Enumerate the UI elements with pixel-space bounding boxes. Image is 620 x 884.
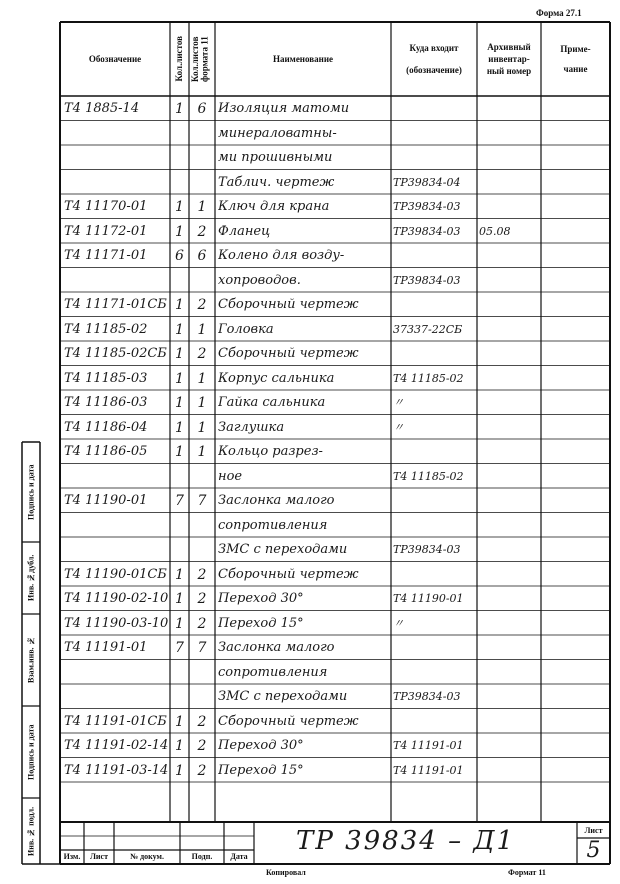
table-row — [0, 635, 620, 660]
cell-kol-listov: 1 — [175, 444, 184, 460]
cell-arhiv — [479, 589, 541, 611]
cell-arhiv — [479, 246, 541, 268]
cell-naimenovanie: Заглушка — [218, 419, 285, 435]
header-naimenovanie: Наименование — [273, 53, 333, 64]
cell-kol-listov: 1 — [175, 738, 184, 754]
table-row — [0, 439, 620, 464]
cell-oboznachenie: Т4 11185-02СБ — [64, 346, 167, 361]
cell-kol-listov-f11: 2 — [197, 566, 207, 583]
cell-naimenovanie: ЗМС с переходами — [218, 542, 348, 557]
cell-oboznachenie — [64, 663, 170, 685]
cell-oboznachenie — [64, 124, 170, 146]
cell-naimenovanie: ЗМС с переходами — [218, 689, 348, 704]
cell-kuda-vhodit: Т4 11191-01 — [393, 739, 464, 752]
cell-arhiv — [479, 614, 541, 636]
cell-naimenovanie: Заслонка малого — [218, 493, 335, 508]
cell-arhiv — [479, 99, 541, 121]
cell-kol-listov-f11 — [189, 148, 215, 170]
cell-kol-listov-f11: 1 — [197, 444, 207, 460]
cell-arhiv: 05.08 — [479, 224, 511, 238]
cell-kol-listov: 7 — [175, 640, 184, 656]
cell-oboznachenie: Т4 11186-04 — [64, 419, 148, 435]
cell-kol-listov — [170, 663, 189, 685]
cell-naimenovanie: Сборочный чертеж — [218, 566, 359, 582]
footer-format: Формат 11 — [508, 868, 546, 877]
cell-oboznachenie — [64, 467, 170, 489]
cell-naimenovanie: Переход 30° — [218, 738, 304, 753]
cell-kuda-vhodit — [393, 99, 477, 121]
cell-arhiv — [479, 418, 541, 440]
table-row — [0, 194, 620, 219]
cell-oboznachenie — [64, 687, 170, 709]
table-row — [0, 537, 620, 562]
table-row — [0, 170, 620, 195]
cell-arhiv — [479, 442, 541, 464]
cell-kuda-vhodit: ТР39834-03 — [393, 690, 461, 703]
cell-kuda-vhodit: ТР39834-04 — [393, 175, 461, 189]
cell-arhiv — [479, 540, 541, 562]
cell-kuda-vhodit: Т4 11191-01 — [393, 763, 464, 777]
header-arhiv: Архивный инвентар- ный номер — [486, 41, 532, 77]
cell-kol-listov-f11 — [189, 663, 215, 685]
table-row — [0, 366, 620, 391]
cell-kol-listov-f11: 6 — [197, 248, 207, 264]
cell-kuda-vhodit — [393, 295, 477, 317]
cell-kol-listov-f11: 2 — [197, 223, 207, 240]
cell-kuda-vhodit: 37337-22СБ — [393, 322, 463, 336]
cell-oboznachenie: Т4 11186-03 — [64, 395, 148, 410]
cell-oboznachenie — [64, 540, 170, 562]
cell-arhiv — [479, 565, 541, 587]
cell-naimenovanie: Головка — [218, 321, 274, 337]
cell-naimenovanie: Корпус сальника — [218, 370, 335, 386]
cell-kol-listov-f11: 1 — [197, 370, 207, 387]
cell-arhiv — [479, 516, 541, 538]
cell-kol-listov — [170, 148, 189, 170]
side-label-vzam-inv: Взам.инв. № — [26, 636, 36, 684]
cell-oboznachenie — [64, 173, 170, 195]
cell-naimenovanie: Переход 30° — [218, 591, 304, 606]
cell-kol-listov-f11 — [189, 271, 215, 293]
cell-kol-listov — [170, 516, 189, 538]
cell-kol-listov: 1 — [175, 566, 184, 583]
table-row — [0, 268, 620, 293]
cell-kol-listov: 1 — [175, 199, 184, 215]
cell-arhiv — [479, 124, 541, 146]
cell-naimenovanie: Колено для возду- — [218, 248, 345, 263]
table-row — [0, 758, 620, 783]
cell-kol-listov: 1 — [175, 297, 184, 313]
cell-kol-listov-f11: 2 — [197, 297, 207, 313]
cell-naimenovanie: ное — [218, 468, 243, 484]
cell-kol-listov: 1 — [175, 395, 184, 411]
cell-kol-listov-f11: 6 — [197, 101, 207, 117]
cell-kol-listov-f11: 2 — [197, 591, 207, 607]
cell-arhiv — [479, 295, 541, 317]
cell-oboznachenie: Т4 11191-02-14 — [64, 738, 169, 753]
table-row — [0, 243, 620, 268]
cell-oboznachenie: Т4 11171-01СБ — [64, 297, 167, 312]
cell-kuda-vhodit: ТР39834-03 — [393, 543, 461, 556]
cell-kol-listov-f11 — [189, 687, 215, 709]
cell-kol-listov-f11: 2 — [197, 615, 207, 632]
form-label: Форма 27.1 — [536, 8, 582, 18]
cell-oboznachenie — [64, 516, 170, 538]
cell-kol-listov — [170, 173, 189, 195]
cell-kol-listov-f11 — [189, 516, 215, 538]
cell-arhiv — [479, 173, 541, 195]
header-oboznachenie: Обозначение — [88, 53, 142, 64]
cell-arhiv — [479, 393, 541, 415]
cell-naimenovanie: Переход 15° — [218, 615, 304, 631]
table-row — [0, 660, 620, 685]
cell-kol-listov — [170, 271, 189, 293]
cell-kol-listov: 7 — [175, 493, 184, 509]
cell-kol-listov — [170, 124, 189, 146]
cell-kuda-vhodit — [393, 344, 477, 366]
cell-arhiv — [479, 712, 541, 734]
cell-kol-listov-f11: 1 — [197, 395, 207, 411]
cell-naimenovanie: хопроводов. — [218, 272, 301, 288]
cell-kuda-vhodit: 〃 — [393, 420, 404, 434]
cell-kol-listov: 1 — [175, 591, 184, 607]
cell-naimenovanie: Сборочный чертеж — [218, 713, 359, 729]
cell-kuda-vhodit: Т4 11190-01 — [393, 592, 464, 605]
cell-kuda-vhodit — [393, 638, 477, 660]
cell-arhiv — [479, 736, 541, 758]
table-row — [0, 733, 620, 758]
cell-kol-listov — [170, 687, 189, 709]
cell-kol-listov: 1 — [175, 223, 184, 240]
cell-naimenovanie: Кольцо разрез- — [218, 444, 323, 459]
cell-oboznachenie — [64, 148, 170, 170]
cell-kol-listov-f11: 2 — [197, 738, 207, 754]
cell-oboznachenie: Т4 11190-01СБ — [64, 566, 167, 582]
cell-arhiv — [479, 491, 541, 513]
cell-kol-listov: 1 — [175, 101, 184, 117]
cell-naimenovanie: Заслонка малого — [218, 640, 335, 655]
tb-n-dokum: № докум. — [130, 852, 164, 861]
cell-naimenovanie: Таблич. чертеж — [218, 174, 335, 190]
table-row — [0, 317, 620, 342]
cell-kol-listov: 1 — [175, 713, 184, 730]
cell-arhiv — [479, 271, 541, 293]
document-designation: ТР 39834 – Д1 — [296, 826, 516, 856]
table-row — [0, 709, 620, 734]
cell-kol-listov — [170, 540, 189, 562]
cell-arhiv — [479, 638, 541, 660]
side-label-inv-dubl: Инв. №дубл. — [26, 554, 36, 602]
table-row — [0, 611, 620, 636]
cell-kuda-vhodit — [393, 663, 477, 685]
cell-kuda-vhodit — [393, 565, 477, 587]
cell-kol-listov: 1 — [175, 370, 184, 387]
table-row — [0, 562, 620, 587]
cell-kol-listov-f11 — [189, 124, 215, 146]
side-label-podpis-data-bottom: Подпись и дата — [26, 724, 36, 780]
cell-oboznachenie: Т4 1885-14 — [64, 101, 140, 116]
cell-oboznachenie: Т4 11185-02 — [64, 321, 148, 337]
tb-list: Лист — [89, 852, 109, 861]
cell-naimenovanie: Гайка сальника — [218, 395, 326, 410]
cell-naimenovanie: Сборочный чертеж — [218, 346, 359, 361]
cell-arhiv — [479, 148, 541, 170]
table-row — [0, 292, 620, 317]
cell-oboznachenie — [64, 271, 170, 293]
cell-kol-listov-f11: 1 — [197, 199, 207, 215]
cell-oboznachenie: Т4 11190-03-10 — [64, 615, 169, 631]
tb-data: Дата — [230, 852, 248, 861]
table-row — [0, 513, 620, 538]
table-row — [0, 488, 620, 513]
cell-kol-listov-f11: 1 — [197, 419, 207, 436]
cell-kol-listov: 1 — [175, 615, 184, 632]
header-kol-listov-f11: Кол.листов формата 11 — [190, 36, 210, 82]
side-label-inv-podl: Инв. № подл. — [26, 806, 36, 856]
cell-arhiv — [479, 663, 541, 685]
cell-naimenovanie: Изоляция матоми — [218, 101, 350, 116]
cell-naimenovanie: сопротивления — [218, 664, 328, 680]
cell-arhiv — [479, 687, 541, 709]
cell-oboznachenie: Т4 11171-01 — [64, 248, 148, 263]
cell-kuda-vhodit: 〃 — [393, 616, 404, 630]
cell-kol-listov: 1 — [175, 346, 184, 362]
cell-oboznachenie: Т4 11191-01СБ — [64, 713, 167, 729]
cell-kuda-vhodit: ТР39834-03 — [393, 224, 461, 238]
cell-naimenovanie: Переход 15° — [218, 762, 304, 778]
cell-oboznachenie: Т4 11191-03-14 — [64, 762, 169, 778]
header-kuda-vhodit: Куда входит (обозначение) — [406, 42, 462, 75]
table-row — [0, 684, 620, 709]
cell-naimenovanie: Сборочный чертеж — [218, 297, 359, 312]
header-primechanie: Приме- чание — [560, 43, 591, 74]
cell-kol-listov: 1 — [175, 321, 184, 338]
cell-naimenovanie: Фланец — [218, 223, 271, 239]
table-row — [0, 219, 620, 244]
cell-arhiv — [479, 369, 541, 391]
cell-oboznachenie: Т4 11191-01 — [64, 640, 148, 655]
table-row — [0, 464, 620, 489]
cell-kol-listov-f11 — [189, 173, 215, 195]
cell-kuda-vhodit — [393, 246, 477, 268]
table-row — [0, 586, 620, 611]
footer-kopiroval: Копировал — [266, 868, 306, 877]
cell-kol-listov-f11 — [189, 467, 215, 489]
cell-arhiv — [479, 197, 541, 219]
tb-list-label: Лист — [584, 826, 603, 835]
cell-kol-listov-f11: 1 — [197, 321, 207, 338]
cell-kuda-vhodit: 〃 — [393, 396, 404, 409]
cell-kuda-vhodit — [393, 491, 477, 513]
cell-kol-listov: 1 — [175, 762, 184, 779]
cell-oboznachenie: Т4 11190-01 — [64, 493, 148, 508]
cell-naimenovanie: сопротивления — [218, 517, 328, 533]
cell-kol-listov: 1 — [175, 419, 184, 436]
cell-kol-listov-f11: 2 — [197, 346, 207, 362]
cell-kuda-vhodit — [393, 124, 477, 146]
table-row — [0, 390, 620, 415]
table-row — [0, 121, 620, 146]
cell-naimenovanie: Ключ для крана — [218, 199, 330, 214]
cell-oboznachenie: Т4 11170-01 — [64, 199, 148, 214]
cell-arhiv — [479, 761, 541, 783]
cell-kuda-vhodit — [393, 712, 477, 734]
cell-oboznachenie: Т4 11186-05 — [64, 444, 148, 459]
cell-arhiv — [479, 344, 541, 366]
table-row — [0, 341, 620, 366]
cell-kol-listov-f11: 7 — [197, 493, 207, 509]
cell-naimenovanie: минераловатны- — [218, 125, 337, 141]
cell-oboznachenie: Т4 11190-02-10 — [64, 591, 169, 606]
table-row — [0, 145, 620, 170]
sheet-number: 5 — [586, 838, 601, 863]
side-label-podpis-data-top: Подпись и дата — [26, 464, 36, 520]
cell-arhiv — [479, 467, 541, 489]
cell-arhiv — [479, 320, 541, 342]
cell-oboznachenie: Т4 11172-01 — [64, 223, 148, 239]
tb-podp: Подп. — [191, 852, 213, 861]
cell-kuda-vhodit: ТР39834-03 — [393, 273, 461, 287]
cell-kuda-vhodit — [393, 148, 477, 170]
cell-kol-listov-f11: 2 — [197, 713, 207, 730]
cell-naimenovanie: ми прошивными — [218, 150, 333, 165]
tb-izm: Изм. — [63, 852, 81, 861]
cell-kol-listov-f11: 7 — [197, 640, 207, 656]
cell-oboznachenie: Т4 11185-03 — [64, 370, 148, 386]
cell-kuda-vhodit: Т4 11185-02 — [393, 371, 464, 385]
cell-kuda-vhodit — [393, 516, 477, 538]
header-kol-listov: Кол.листов — [174, 36, 185, 82]
cell-kuda-vhodit: Т4 11185-02 — [393, 469, 464, 483]
cell-kol-listov: 6 — [175, 248, 184, 264]
cell-kol-listov-f11 — [189, 540, 215, 562]
cell-kuda-vhodit — [393, 442, 477, 464]
table-row — [0, 96, 620, 121]
cell-kol-listov — [170, 467, 189, 489]
cell-kol-listov-f11: 2 — [197, 762, 207, 779]
table-row — [0, 415, 620, 440]
cell-kuda-vhodit: ТР39834-03 — [393, 200, 461, 213]
